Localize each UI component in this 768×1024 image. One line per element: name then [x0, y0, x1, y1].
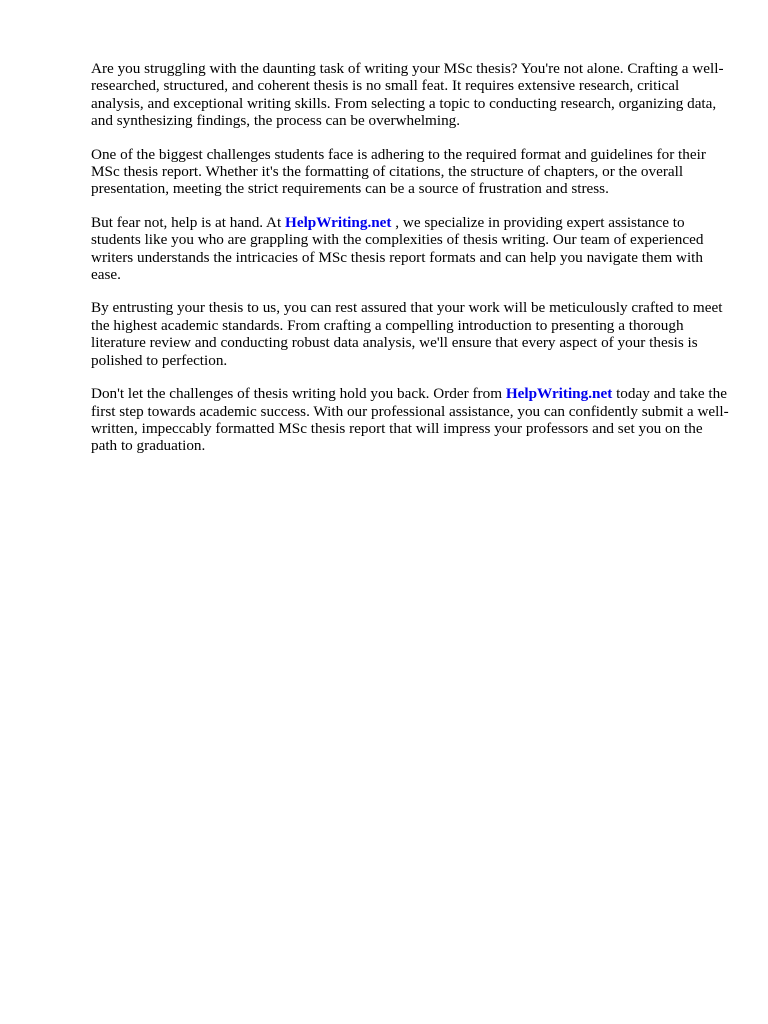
helpwriting-link[interactable]: HelpWriting.net — [285, 213, 392, 231]
paragraph-order-text-after: today and take the first step towards academic success. With our professional assistance, you can confidently submit a well-written, impeccably formatted MSc thesis report that will impress your professors and set you on the path to graduation. — [91, 385, 729, 455]
paragraph-help-text-after: , we specialize in providing expert assistance to students like you who are grappling with the complexities of thesis writing. Our team of experienced writers understands the intricacies of MSc thesis report formats and can help you navigate them with ease. — [91, 213, 704, 284]
paragraph-help — [91, 214, 731, 284]
paragraph-challenges: One of the biggest challenges students face is adhering to the required format and guidelines for their MSc thesis report. Whether it's the formatting of citations, the structure of chapters, or the overall presentation, meeting the strict requirements can be a source of frustration and stress. — [91, 145, 706, 198]
paragraph-order-text-before: Don't let the challenges of thesis writing hold you back. Order from — [91, 385, 506, 403]
paragraph-help-text-before: But fear not, help is at hand. At — [91, 213, 286, 231]
paragraph-order — [91, 385, 731, 455]
document-body — [91, 60, 731, 471]
paragraph-trust: By entrusting your thesis to us, you can rest assured that your work will be meticulously crafted to meet the highest academic standards. From crafting a compelling introduction to presenting a thorough literature review and conducting robust data analysis, we'll ensure that every aspect of your thesis is polished to perfection. — [91, 299, 723, 369]
paragraph-intro: Are you struggling with the daunting task of writing your MSc thesis? You're not alone. Crafting a well-researched, structured, and coherent thesis is no small feat. It requires extensive research, critical analysis, and exceptional writing skills. From selecting a topic to conducting research, organizing data, and synthesizing findings, the process can be overwhelming. — [91, 60, 724, 130]
helpwriting-order-link[interactable]: HelpWriting.net — [505, 385, 613, 403]
